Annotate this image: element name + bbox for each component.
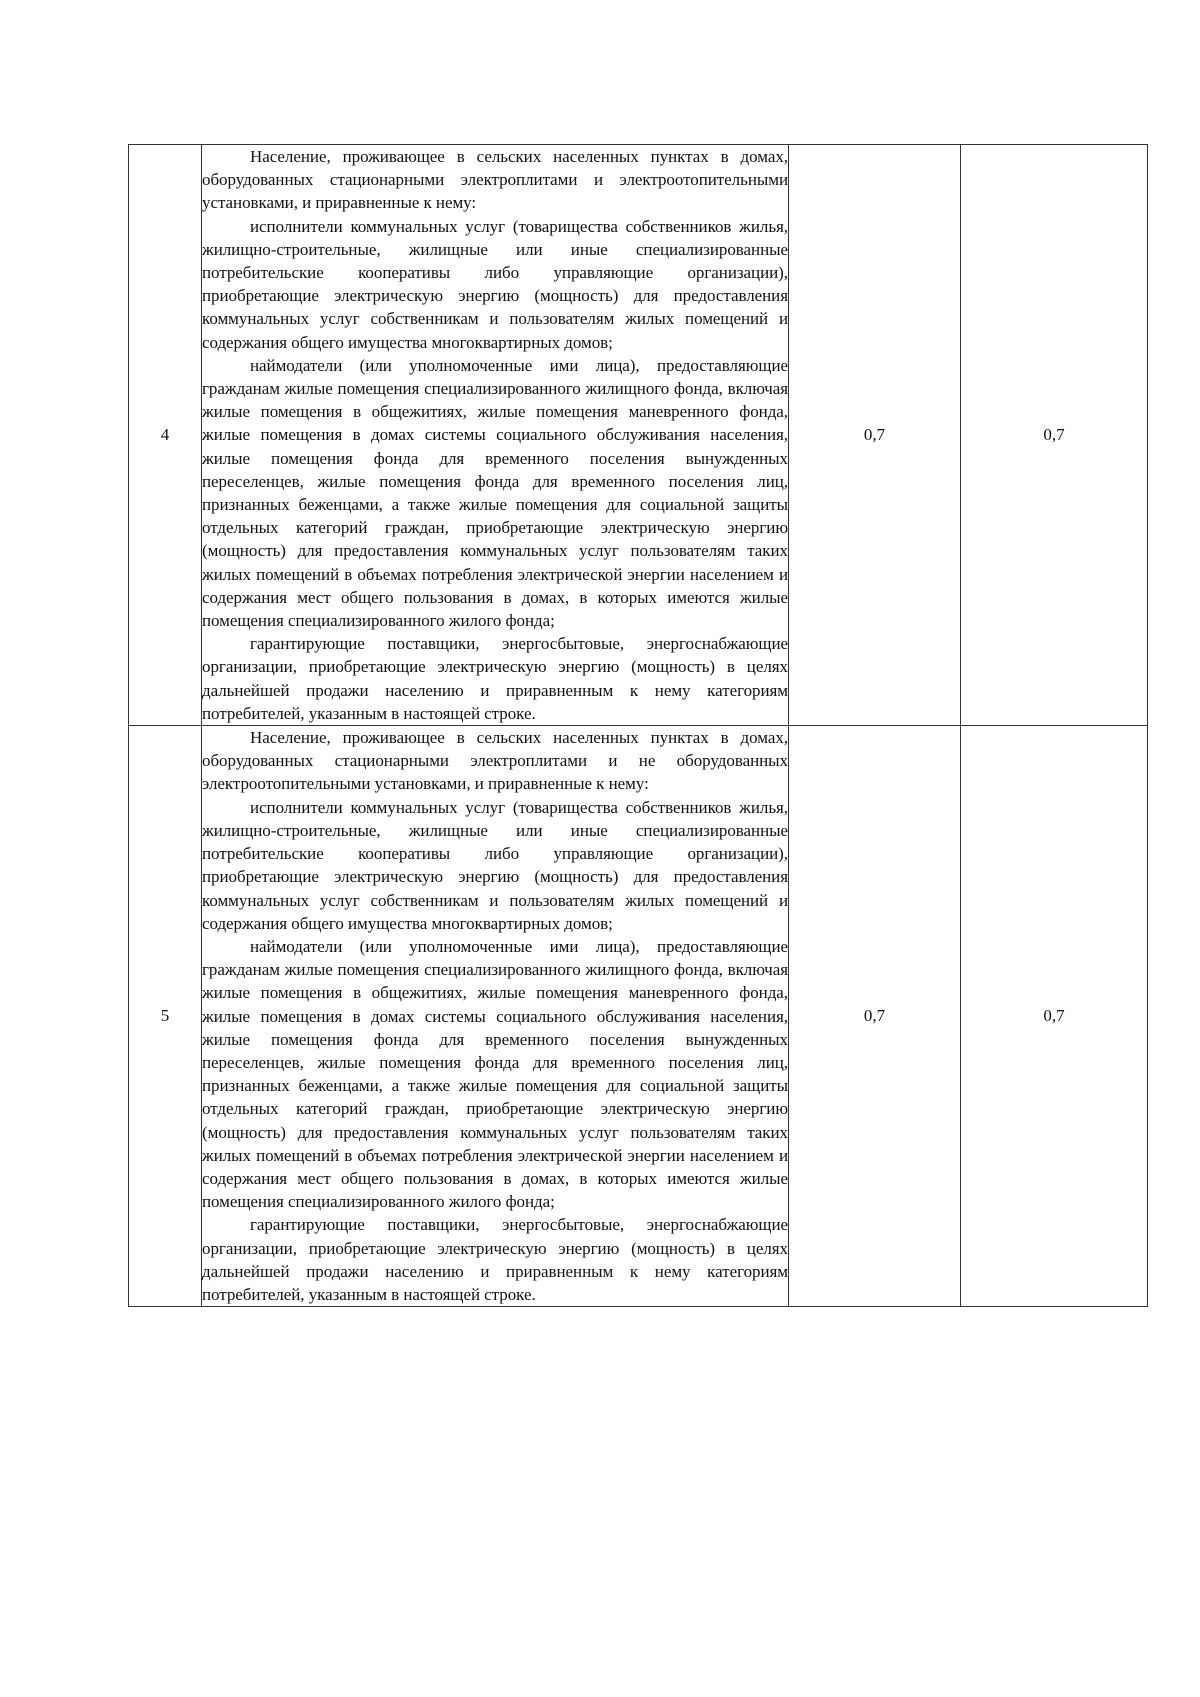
row-number: 4	[129, 145, 202, 726]
row-value-1: 0,7	[789, 726, 961, 1307]
description-paragraph: гарантирующие поставщики, энергосбытовые, энергоснабжающие организации, приобретающие электрическую энергию (мощность) в целях дальнейшей продажи населению и приравненным к нему категориям потребителей, указанным в настоящей строке.	[202, 1215, 788, 1304]
row-value-2: 0,7	[961, 145, 1148, 726]
description-paragraph: наймодатели (или уполномоченные ими лица), предоставляющие гражданам жилые помещения специализированного жилищного фонда, включая жилые помещения в общежитиях, жилые помещения маневренного фонда, жилые помещения в домах системы социального обслуживания населения, жилые помещения фонда для временного поселения вынужденных переселенцев, жилые помещения фонда для временного поселения лиц, признанных беженцами, а также жилые помещения для социальной защиты отдельных категорий граждан, приобретающие электрическую энергию (мощность) для предоставления коммунальных услуг пользователям таких жилых помещений в объемах потребления электрической энергии населением и содержания мест общего пользования в домах, в которых имеются жилые помещения специализированного жилого фонда;	[202, 936, 788, 1212]
description-paragraph: исполнители коммунальных услуг (товарищества собственников жилья, жилищно-строительные, жилищные или иные специализированные потребительские кооперативы либо управляющие организации), приобретающие электрическую энергию (мощность) для предоставления коммунальных услуг собственникам и пользователям жилых помещений и содержания общего имущества многоквартирных домов;	[202, 797, 788, 933]
row-description	[202, 726, 789, 1307]
table-row	[129, 726, 1148, 1307]
row-value-2: 0,7	[961, 726, 1148, 1307]
description-paragraph: Население, проживающее в сельских населенных пунктах в домах, оборудованных стационарными электроплитами и не оборудованных электроотопительными установками, и приравненные к нему:	[202, 728, 788, 794]
description-paragraph: Население, проживающее в сельских населенных пунктах в домах, оборудованных стационарными электроплитами и электроотопительными установками, и приравненные к нему:	[202, 147, 788, 213]
description-paragraph: исполнители коммунальных услуг (товарищества собственников жилья, жилищно-строительные, жилищные или иные специализированные потребительские кооперативы либо управляющие организации), приобретающие электрическую энергию (мощность) для предоставления коммунальных услуг собственникам и пользователям жилых помещений и содержания общего имущества многоквартирных домов;	[202, 216, 788, 352]
tariff-table	[128, 144, 1148, 1307]
description-paragraph: гарантирующие поставщики, энергосбытовые, энергоснабжающие организации, приобретающие электрическую энергию (мощность) в целях дальнейшей продажи населению и приравненным к нему категориям потребителей, указанным в настоящей строке.	[202, 634, 788, 723]
row-value-1: 0,7	[789, 145, 961, 726]
row-number: 5	[129, 726, 202, 1307]
table-row	[129, 145, 1148, 726]
description-paragraph: наймодатели (или уполномоченные ими лица), предоставляющие гражданам жилые помещения специализированного жилищного фонда, включая жилые помещения в общежитиях, жилые помещения маневренного фонда, жилые помещения в домах системы социального обслуживания населения, жилые помещения фонда для временного поселения вынужденных переселенцев, жилые помещения фонда для временного поселения лиц, признанных беженцами, а также жилые помещения для социальной защиты отдельных категорий граждан, приобретающие электрическую энергию (мощность) для предоставления коммунальных услуг пользователям таких жилых помещений в объемах потребления электрической энергии населением и содержания мест общего пользования в домах, в которых имеются жилые помещения специализированного жилого фонда;	[202, 355, 788, 631]
row-description	[202, 145, 789, 726]
